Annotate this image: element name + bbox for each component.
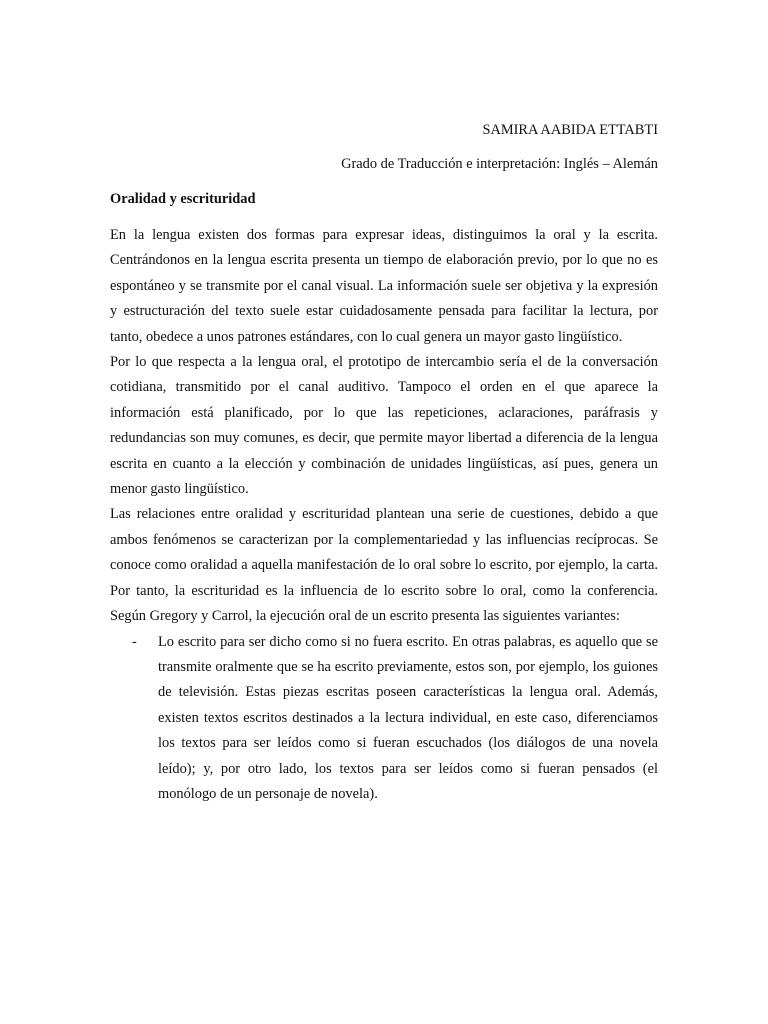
list-item-text: Lo escrito para ser dicho como si no fuera escrito. En otras palabras, es aquello que se transmite oralmente que se ha escrito previamente, estos son, por ejemplo, los guiones de televisión. Estas piezas escritas poseen características la lengua oral. Además, existen textos escritos destinados a la lectura individual, en este caso, diferenciamos los textos para ser leídos como si fueran escuchados (los diálogos de una novela leído); y, por otro lado, los textos para ser leídos como si fueran pensados (el monólogo de un personaje de novela). bbox=[158, 633, 658, 802]
bullet-dash-icon: - bbox=[132, 633, 137, 650]
degree-line: Grado de Traducción e interpretación: Inglés – Alemán bbox=[341, 156, 658, 172]
paragraph-relations: Las relaciones entre oralidad y escrituridad plantean una serie de cuestiones, debido a que ambos fenómenos se caracterizan por la complementariedad y las influencias recíprocas. Se conoce como oralidad a aquella manifestación de lo oral sobre lo escrito, por ejemplo, la carta. Por tanto, la escrituridad es la influencia de lo escrito sobre lo oral, como la conferencia. Según Gregory y Carrol, la ejecución oral de un escrito presenta las siguientes variantes: bbox=[110, 506, 658, 625]
variants-list bbox=[110, 630, 658, 808]
list-item bbox=[110, 630, 658, 808]
paragraph-written-language: En la lengua existen dos formas para expresar ideas, distinguimos la oral y la escrita. Centrándonos en la lengua escrita presenta un tiempo de elaboración previo, por lo que no es espontáneo y se transmite por el canal visual. La información suele ser objetiva y la expresión y estructuración del texto suele estar cuidadosamente pensada para facilitar la lectura, por tanto, obedece a unos patrones estándares, con lo cual genera un mayor gasto lingüístico. bbox=[110, 227, 658, 345]
author-name: SAMIRA AABIDA ETTABTI bbox=[482, 122, 658, 138]
paragraph-oral-language: Por lo que respecta a la lengua oral, el prototipo de intercambio sería el de la conversación cotidiana, transmitido por el canal auditivo. Tampoco el orden en el que aparece la información está planificado, por lo que las repeticiones, aclaraciones, paráfrasis y redundancias son muy comunes, es decir, que permite mayor libertad a diferencia de la lengua escrita en cuanto a la elección y combinación de unidades lingüísticas, así pues, genera un menor gasto lingüístico. bbox=[110, 354, 658, 498]
document-page bbox=[110, 118, 658, 807]
document-title: Oralidad y escrituridad bbox=[110, 191, 256, 207]
